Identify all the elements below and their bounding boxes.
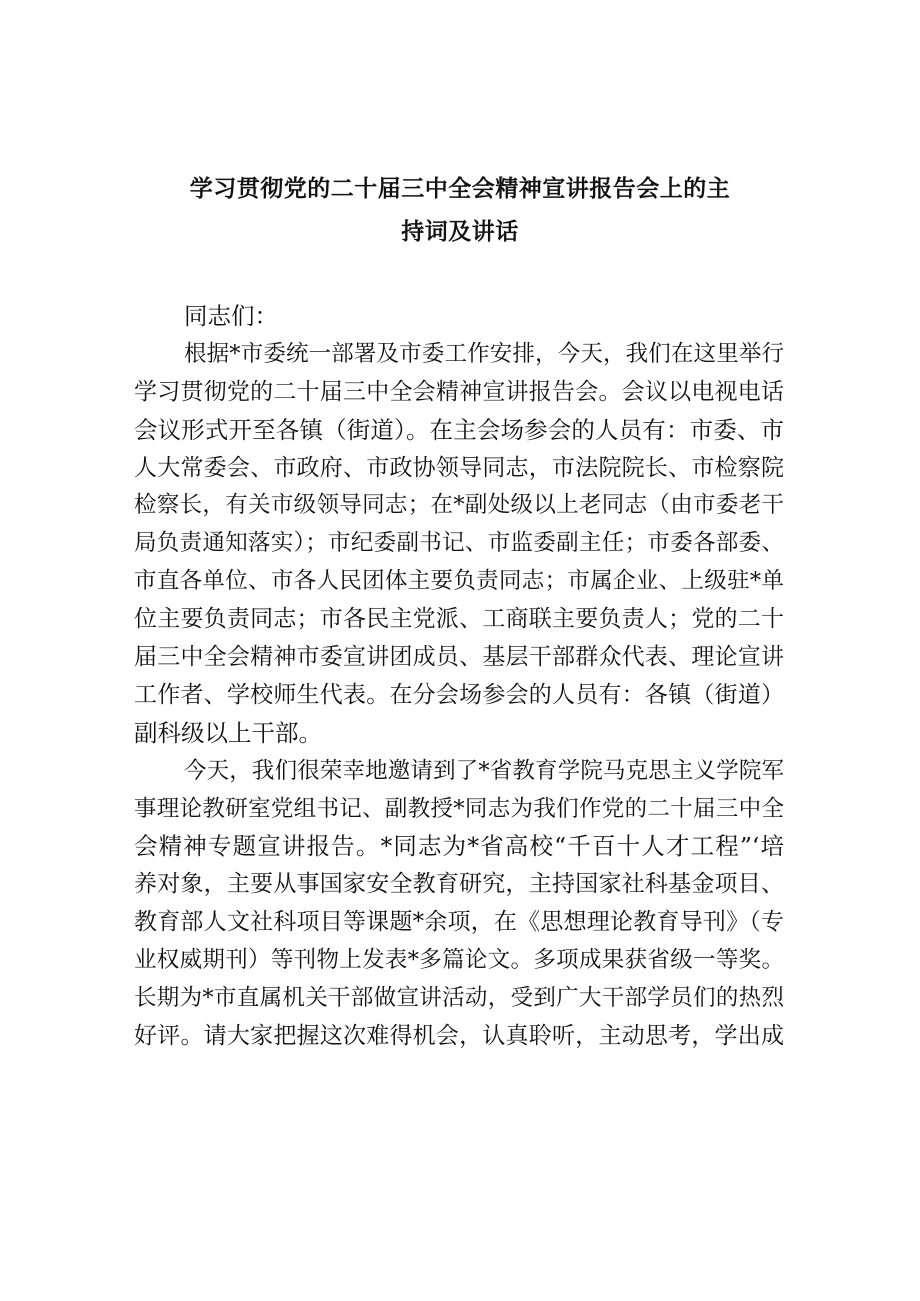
salutation: 同志们：: [184, 302, 278, 330]
paragraph-2: [134, 753, 784, 1056]
paragraph-1: [134, 336, 784, 753]
paragraph-2-line: 业权威期刊）等刊物上发表*多篇论文。多项成果获省级一等奖。: [134, 947, 784, 974]
document-title: [150, 168, 770, 254]
paragraph-1-line: 局负责通知落实）；市纪委副书记、市监委副主任；市委各部委、: [134, 530, 784, 557]
paragraph-2-line: 教育部人文社科项目等课题*余项，在《思想理论教育导刊》（专: [134, 909, 784, 936]
paragraph-1-line: 根据*市委统一部署及市委工作安排，今天，我们在这里举行: [184, 340, 784, 367]
paragraph-2-line: 长期为*市直属机关干部做宣讲活动，受到广大干部学员们的热烈: [134, 985, 784, 1012]
paragraph-1-line: 副科级以上干部。: [134, 718, 322, 747]
paragraph-2-line: 今天，我们很荣幸地邀请到了*省教育学院马克思主义学院军: [184, 757, 784, 784]
paragraph-1-line: 工作者、学校师生代表。在分会场参会的人员有：各镇（街道）: [134, 681, 784, 708]
paragraph-2-line: 会精神专题宣讲报告。*同志为*省高校“千百十人才工程”‘培: [134, 832, 784, 861]
title-line-2: 持词及讲话: [401, 219, 519, 245]
paragraph-2-line: 好评。请大家把握这次难得机会，认真聆听，主动思考，学出成: [134, 1022, 784, 1049]
paragraph-1-line: 市直各单位、市各人民团体主要负责同志；市属企业、上级驻*单: [134, 568, 784, 595]
paragraph-1-line: 位主要负责同志；市各民主党派、工商联主要负责人；党的二十: [134, 606, 784, 633]
document-body: [134, 298, 784, 1056]
title-line-1: 学习贯彻党的二十届三中全会精神宣讲报告会上的主: [189, 176, 731, 202]
paragraph-1-line: 人大常委会、市政府、市政协领导同志，市法院院长、市检察院: [134, 454, 784, 481]
paragraph-2-line: 养对象，主要从事国家安全教育研究，主持国家社科基金项目、: [134, 871, 784, 898]
paragraph-1-line: 会议形式开至各镇（街道）。在主会场参会的人员有：市委、市: [134, 415, 784, 444]
paragraph-2-line: 事理论教研室党组书记、副教授*同志为我们作党的二十届三中全: [134, 795, 784, 822]
paragraph-1-line: 学习贯彻党的二十届三中全会精神宣讲报告会。会议以电视电话: [134, 378, 784, 405]
paragraph-1-line: 检察长，有关市级领导同志；在*副处级以上老同志（由市委老干: [134, 492, 784, 519]
paragraph-1-line: 届三中全会精神市委宣讲团成员、基层干部群众代表、理论宣讲: [134, 644, 784, 671]
